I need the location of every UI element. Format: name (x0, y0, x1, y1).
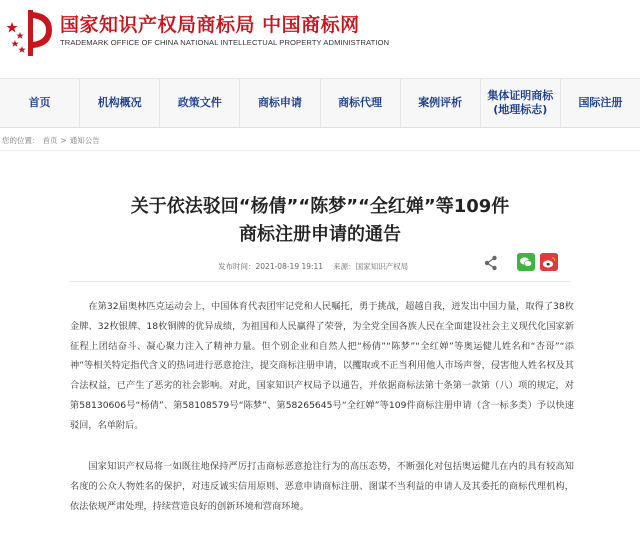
site-title[interactable]: 国家知识产权局商标局 中国商标网 (60, 14, 360, 36)
publish-time: 发布时间：2021-08-19 19:11 (218, 262, 324, 271)
breadcrumb-current[interactable]: 通知公告 (69, 136, 100, 145)
article-title: 关于依法驳回“杨倩”“陈梦”“全红婵”等109件 商标注册申请的通告 (130, 196, 510, 245)
article-source: 来源：国家知识产权局 (333, 262, 409, 271)
article-paragraph-1: 在第32届奥林匹克运动会上，中国体育代表团牢记党和人民嘱托，勇于挑战，超越自我，迸发出中国力量，取得了38枚金牌、32枚银牌、18枚铜牌的优异成绩，为祖国和人民赢得了荣誉，为全党全国各族人民在全面建设社会主义现代化国家新征程上团结奋斗、凝心聚力注入了精神力量。但个别企业和自然人把“杨倩”“陈梦”“全红婵”等奥运健儿姓名和“杏哥”“添神”等相关特定指代含义的热词进行恶意抢注，提交商标注册申请，以攫取或不正当利用他人市场声誉，侵害他人姓名权及其合法权益，已产生了恶劣的社会影响。对此，国家知识产权局予以通告，并依据商标法第十条第一款第（八）项的规定，对第58130606号“杨倩”、第58108579号“陈梦”、第58265645号“全红婵”等109件商标注册申请（含一标多类）予以快速驳回，名单附后。 (70, 301, 574, 431)
weibo-icon[interactable] (540, 253, 558, 271)
nav-item-cases[interactable]: 案例评析 (401, 79, 481, 127)
nav-item-about[interactable]: 机构概况 (80, 79, 160, 127)
breadcrumb-prefix: 您的位置： (2, 136, 40, 145)
article-divider (70, 281, 570, 282)
nav-item-international[interactable]: 国际注册 (578, 95, 623, 109)
nav-item-agency[interactable]: 商标代理 (321, 79, 401, 127)
breadcrumb-home[interactable]: 首页 (42, 136, 58, 145)
wechat-icon[interactable] (517, 253, 535, 271)
breadcrumb (2, 135, 103, 146)
nav-item-collective-marks[interactable]: 集体证明商标 (地理标志) (481, 79, 561, 127)
site-header (0, 0, 640, 78)
logo-icon[interactable] (6, 8, 56, 58)
article-container (0, 150, 640, 538)
share-icon[interactable] (484, 255, 498, 271)
site-subtitle: TRADEMARK OFFICE OF CHINA NATIONAL INTELLECTUAL PROPERTY ADMINISTRATION (60, 38, 390, 47)
nav-item-home[interactable]: 首页 (0, 79, 80, 127)
article-meta (218, 261, 418, 272)
nav-item-policy[interactable]: 政策文件 (160, 79, 240, 127)
nav-item-application[interactable]: 商标申请 (240, 79, 320, 127)
article-paragraph-2: 国家知识产权局将一如既往地保持严厉打击商标恶意抢注行为的高压态势，不断强化对包括奥运健儿在内的具有较高知名度的公众人物姓名的保护，对违反诚实信用原则、恶意申请商标注册、图谋不当利益的申请人及其委托的商标代理机构，依法依规严肃处理，持续营造良好的创新环境和营商环境。 (70, 461, 574, 512)
breadcrumb-separator: > (60, 136, 67, 145)
main-nav (0, 78, 640, 128)
